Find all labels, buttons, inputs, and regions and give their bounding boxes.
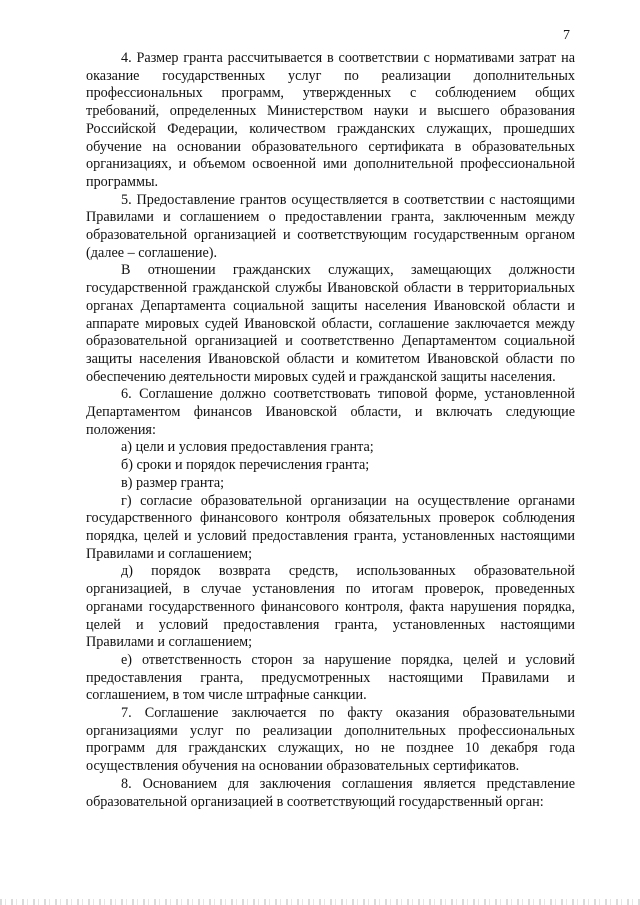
paragraph-5-grant-provision: 5. Предоставление грантов осуществляется в соответствии с настоящими Правилами и соглашением о предоставлении гранта, заключенным между образовательной организацией и соответствующим государственным органом (далее – соглашение).	[86, 191, 575, 261]
paragraph-7-agreement-conclusion: 7. Соглашение заключается по факту оказания образовательными организациями услуг по реализации дополнительных профессиональных программ для гражданских служащих, но не позднее 10 декабря года осуществления обучения на основании образовательных сертификатов.	[86, 705, 575, 775]
paragraph-8-agreement-basis: 8. Основанием для заключения соглашения является представление образовательной организацией в соответствующий государственный орган:	[86, 775, 575, 810]
list-item-v: в) размер гранта;	[121, 474, 225, 491]
paragraph-civil-servants-agreement: В отношении гражданских служащих, замещающих должности государственной гражданской службы Ивановской области в территориальных органах Департамента социальной защиты населения Ивановской области и аппарате мировых судей Ивановской области, соглашение заключается между образовательной организацией и соответственно Департаментом социальной защиты населения Ивановской области и комитетом Ивановской области по обеспечению деятельности мировых судей и гражданской защиты населения.	[86, 262, 575, 385]
list-item-b: б) сроки и порядок перечисления гранта;	[121, 457, 370, 474]
document-body	[86, 50, 575, 811]
list-item-e: е) ответственность сторон за нарушение порядка, целей и условий предоставления гранта, предусмотренных настоящими Правилами и соглашением, в том числе штрафные санкции.	[86, 651, 575, 704]
list-item-d: д) порядок возврата средств, использованных образовательной организацией, в случае установления по итогам проверок, проведенных органами государственного финансового контроля, факта нарушения порядка, целей и условий предоставления гранта, установленных настоящими Правилами и соглашением;	[86, 563, 575, 651]
paragraph-6-agreement-form: 6. Соглашение должно соответствовать типовой форме, установленной Департаментом финансов Ивановской области, и включать следующие положения:	[86, 386, 575, 438]
list-item-a: а) цели и условия предоставления гранта;	[121, 439, 374, 456]
scan-edge-artifact	[0, 899, 640, 905]
list-item-g: г) согласие образовательной организации на осуществление органами государственного финансового контроля обязательных проверок соблюдения порядка, целей и условий предоставления гранта, установленных настоящими Правилами и соглашением;	[86, 492, 575, 562]
paragraph-4-grant-size: 4. Размер гранта рассчитывается в соответствии с нормативами затрат на оказание государственных услуг по реализации дополнительных профессиональных программ, утвержденных с соблюдением общих требований, определенных Министерством науки и высшего образования Российской Федерации, количеством гражданских служащих, прошедших обучение на основании образовательного сертификата в образовательных организациях, и объемом освоенной ими дополнительной профессиональной программы.	[86, 50, 575, 190]
page-number: 7	[563, 28, 570, 43]
